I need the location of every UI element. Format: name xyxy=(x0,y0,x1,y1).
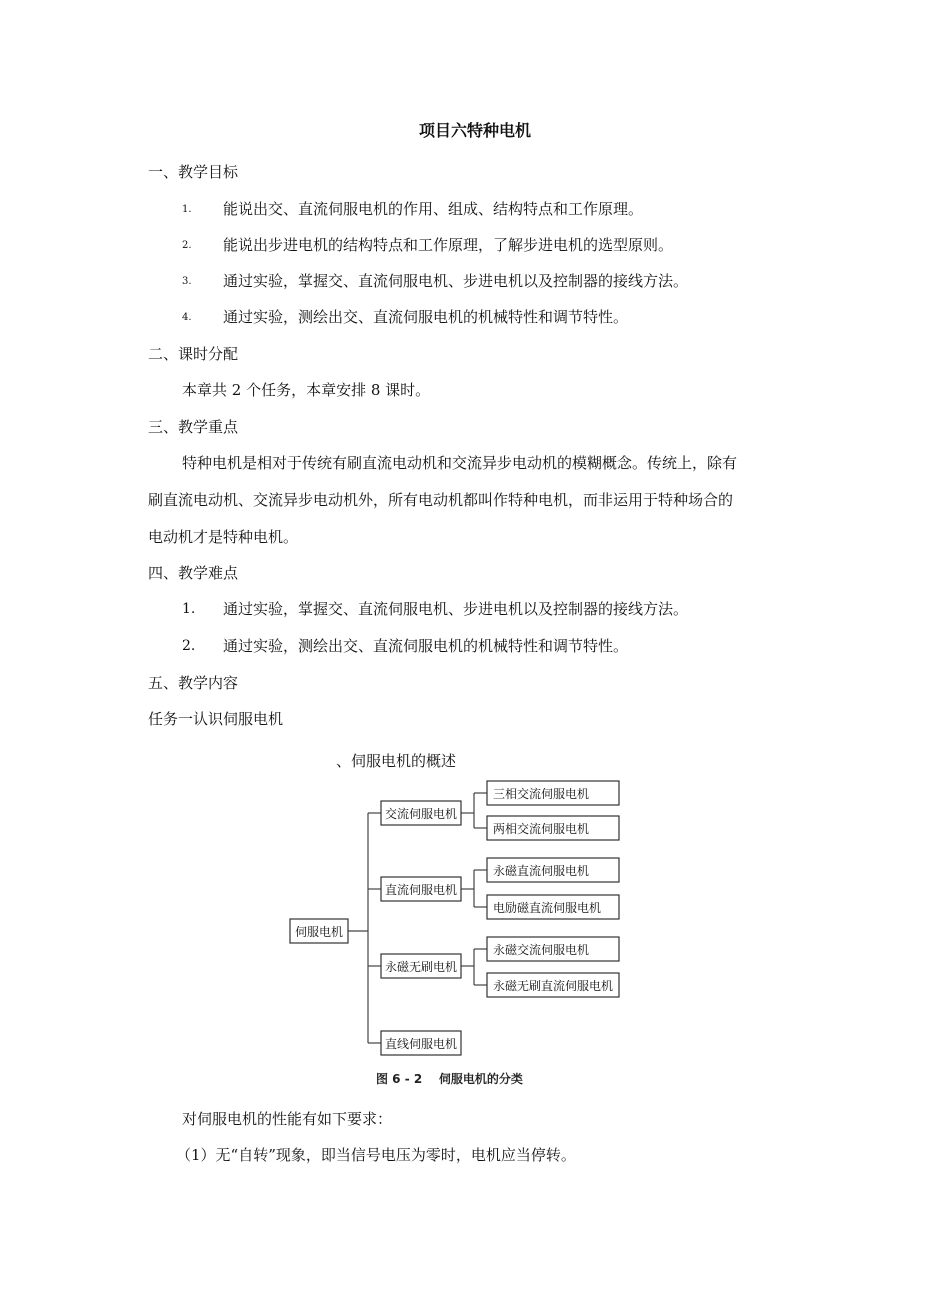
diagram-leaf-pm-brushless-dc: 永磁无刷直流伺服电机 xyxy=(493,979,614,993)
list-item: 通过实验，掌握交、直流伺服电机、步进电机以及控制器的接线方法。 xyxy=(223,600,689,618)
section-heading-difficulties: 四、教学难点 xyxy=(148,564,239,582)
list-item: 通过实验，测绘出交、直流伺服电机的机械特性和调节特性。 xyxy=(223,637,629,655)
diagram-node-dc-servo: 直流伺服电机 xyxy=(384,883,458,897)
diagram-node-pm-brushless: 永磁无刷电机 xyxy=(384,960,458,974)
list-item-number: 4. xyxy=(182,312,192,323)
list-item-number: 1. xyxy=(182,204,192,215)
servo-motor-classification-diagram xyxy=(288,773,628,1093)
list-item-number: 1. xyxy=(182,601,196,617)
paragraph-line: 电动机才是特种电机。 xyxy=(148,528,299,546)
task-title: 任务一认识伺服电机 xyxy=(148,710,284,728)
section-heading-key-points: 三、教学重点 xyxy=(148,418,239,436)
section-heading-content: 五、教学内容 xyxy=(148,674,239,692)
diagram-leaf-pm-ac: 永磁交流伺服电机 xyxy=(493,943,590,957)
diagram-leaf-2phase-ac: 两相交流伺服电机 xyxy=(493,822,590,836)
list-item-number: 3. xyxy=(182,276,192,287)
list-item: 能说出交、直流伺服电机的作用、组成、结构特点和工作原理。 xyxy=(223,200,644,218)
subheading: 、伺服电机的概述 xyxy=(336,752,457,770)
diagram-root-label: 伺服电机 xyxy=(294,925,344,939)
page-title: 项目六特种电机 xyxy=(418,121,531,140)
diagram-caption: 图 6 - 2 伺服电机的分类 xyxy=(376,1072,523,1086)
paragraph-line: 刷直流电动机、交流异步电动机外，所有电动机都叫作特种电机，而非运用于特种场合的 xyxy=(148,491,734,509)
diagram-node-ac-servo: 交流伺服电机 xyxy=(384,807,458,821)
list-item-number: 2. xyxy=(182,638,196,654)
requirement-item: （1）无“自转”现象，即当信号电压为零时，电机应当停转。 xyxy=(176,1146,576,1164)
diagram-connectors xyxy=(348,793,487,1043)
list-item: 能说出步进电机的结构特点和工作原理，了解步进电机的选型原则。 xyxy=(223,236,674,254)
list-item: 通过实验，测绘出交、直流伺服电机的机械特性和调节特性。 xyxy=(223,308,629,326)
paragraph: 对伺服电机的性能有如下要求： xyxy=(182,1110,393,1128)
diagram-caption-wrap xyxy=(370,1068,620,1090)
section-heading-goals: 一、教学目标 xyxy=(148,163,239,181)
diagram-leaf-ee-dc: 电励磁直流伺服电机 xyxy=(493,901,602,915)
diagram-leaf-pm-dc: 永磁直流伺服电机 xyxy=(493,864,590,878)
section-heading-hours: 二、课时分配 xyxy=(148,345,239,363)
paragraph-line: 特种电机是相对于传统有刷直流电动机和交流异步电动机的模糊概念。传统上，除有 xyxy=(182,454,738,472)
paragraph: 本章共 2 个任务，本章安排 8 课时。 xyxy=(182,381,431,399)
list-item: 通过实验，掌握交、直流伺服电机、步进电机以及控制器的接线方法。 xyxy=(223,272,689,290)
list-item-number: 2. xyxy=(182,240,192,251)
diagram-node-linear-servo: 直线伺服电机 xyxy=(384,1037,458,1051)
diagram-leaf-3phase-ac: 三相交流伺服电机 xyxy=(493,787,590,801)
